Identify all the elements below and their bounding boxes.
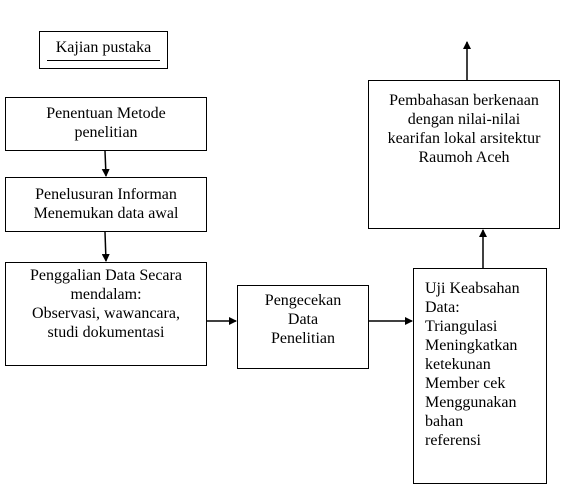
uji-line-6: Member cek (425, 375, 506, 392)
penggalian-line-3: Observasi, wawancara, (32, 305, 180, 322)
penggalian-line-4: studi dokumentasi (47, 324, 165, 341)
uji-line-1: Uji Keabsahan (425, 280, 520, 297)
pembahasan-line-3: kearifan lokal arsitektur (387, 130, 541, 147)
penelusuran-informan-line-1: Penelusuran Informan (35, 186, 177, 203)
penggalian-line-1: Penggalian Data Secara (30, 267, 182, 284)
penggalian-line-2: mendalam: (70, 286, 142, 303)
uji-line-3: Triangulasi (425, 318, 498, 335)
penentuan-metode-line-1: Penentuan Metode (46, 105, 166, 122)
uji-line-4: Meningkatkan (425, 337, 518, 354)
pembahasan-line-1: Pembahasan berkenaan (389, 92, 539, 109)
pembahasan-line-4: Raumoh Aceh (418, 149, 510, 166)
penentuan-metode-line-2: penelitian (74, 124, 138, 141)
uji-line-7: Menggunakan (425, 394, 517, 411)
kajian-pustaka-label: Kajian pustaka (55, 39, 152, 56)
arrow-informan-to-penggalian (105, 232, 106, 261)
pengecekan-line-3: Penelitian (271, 330, 335, 347)
uji-line-5: ketekunan (425, 356, 491, 373)
pengecekan-line-1: Pengecekan (264, 292, 342, 309)
uji-line-8: bahan (425, 413, 464, 430)
pengecekan-line-2: Data (287, 311, 319, 328)
uji-line-2: Data: (425, 299, 460, 316)
pembahasan-line-2: dengan nilai-nilai (407, 111, 521, 128)
uji-line-9: referensi (425, 432, 481, 449)
penelusuran-informan-line-2: Menemukan data awal (33, 205, 179, 222)
arrow-metode-to-informan (105, 151, 106, 176)
